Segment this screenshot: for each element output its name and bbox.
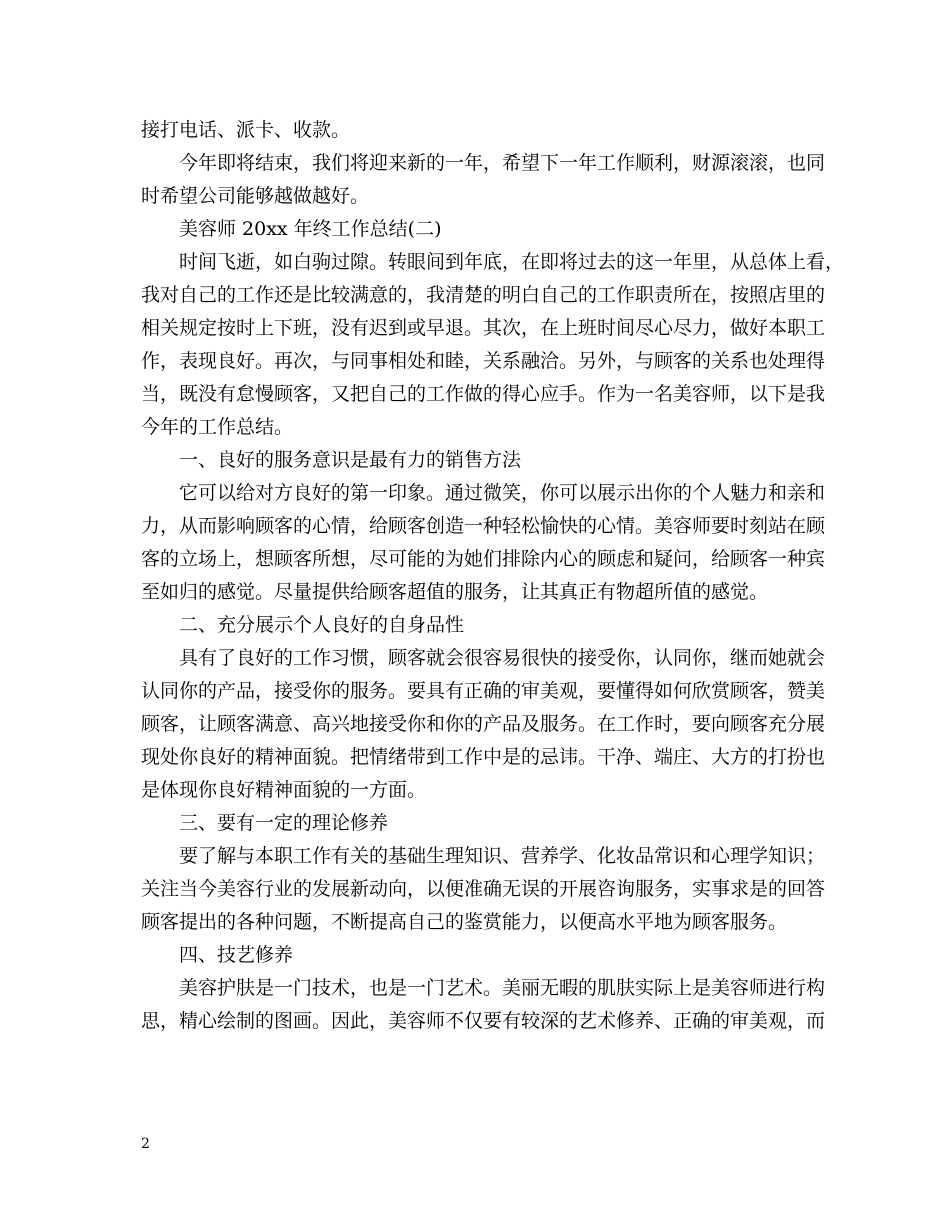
paragraph-line: 时间飞逝，如白驹过隙。转眼间到年底，在即将过去的这一年里，从总体上看， (179, 251, 845, 273)
paragraph-line: 它可以给对方良好的第一印象。通过微笑，你可以展示出你的个人魅力和亲和 (179, 482, 826, 504)
section-title: 美容师 20xx 年终工作总结(二) (179, 218, 442, 240)
section-heading: 二、充分展示个人良好的自身品性 (179, 614, 465, 636)
paragraph-line: 力，从而影响顾客的心情，给顾客创造一种轻松愉快的心情。美容师要时刻站在顾 (141, 515, 826, 537)
paragraph-line: 客的立场上，想顾客所想，尽可能的为她们排除内心的顾虑和疑问，给顾客一种宾 (141, 548, 826, 570)
paragraph-line: 至如归的感觉。尽量提供给顾客超值的服务，让其真正有物超所值的感觉。 (141, 581, 769, 603)
paragraph-line: 当，既没有怠慢顾客，又把自己的工作做的得心应手。作为一名美容师，以下是我 (141, 383, 826, 405)
paragraph-line: 今年的工作总结。 (141, 416, 294, 438)
paragraph-line: 现处你良好的精神面貌。把情绪带到工作中是的忌讳。干净、端庄、大方的打扮也 (141, 746, 826, 768)
paragraph-line: 接打电话、派卡、收款。 (141, 119, 351, 141)
paragraph-line: 美容护肤是一门技术，也是一门艺术。美丽无暇的肌肤实际上是美容师进行构 (179, 977, 826, 999)
paragraph-line: 今年即将结束，我们将迎来新的一年，希望下一年工作顺利，财源滚滚，也同 (179, 152, 826, 174)
paragraph-line: 我对自己的工作还是比较满意的，我清楚的明白自己的工作职责所在，按照店里的 (141, 284, 826, 306)
paragraph-line: 顾客提出的各种问题，不断提高自己的鉴赏能力，以便高水平地为顾客服务。 (141, 911, 788, 933)
paragraph-line: 关注当今美容行业的发展新动向，以便准确无误的开展咨询服务，实事求是的回答 (141, 878, 826, 900)
page-number: 2 (141, 1136, 150, 1152)
paragraph-line: 是体现你良好精神面貌的一方面。 (141, 779, 427, 801)
section-heading: 一、良好的服务意识是最有力的销售方法 (179, 449, 522, 471)
paragraph-line: 认同你的产品，接受你的服务。要具有正确的审美观，要懂得如何欣赏顾客，赞美 (141, 680, 826, 702)
paragraph-line: 顾客，让顾客满意、高兴地接受你和你的产品及服务。在工作时，要向顾客充分展 (141, 713, 826, 735)
paragraph-line: 具有了良好的工作习惯，顾客就会很容易很快的接受你，认同你，继而她就会 (179, 647, 826, 669)
document-body (141, 114, 845, 1038)
paragraph-line: 相关规定按时上下班，没有迟到或早退。其次，在上班时间尽心尽力，做好本职工 (141, 317, 826, 339)
paragraph-line: 要了解与本职工作有关的基础生理知识、营养学、化妆品常识和心理学知识； (179, 845, 826, 867)
section-heading: 三、要有一定的理论修养 (179, 812, 389, 834)
paragraph-line: 时希望公司能够越做越好。 (141, 185, 370, 207)
paragraph-line: 思，精心绘制的图画。因此，美容师不仅要有较深的艺术修养、正确的审美观，而 (141, 1010, 826, 1032)
paragraph-line: 作，表现良好。再次，与同事相处和睦，关系融洽。另外，与顾客的关系也处理得 (141, 350, 826, 372)
section-heading: 四、技艺修养 (179, 944, 294, 966)
